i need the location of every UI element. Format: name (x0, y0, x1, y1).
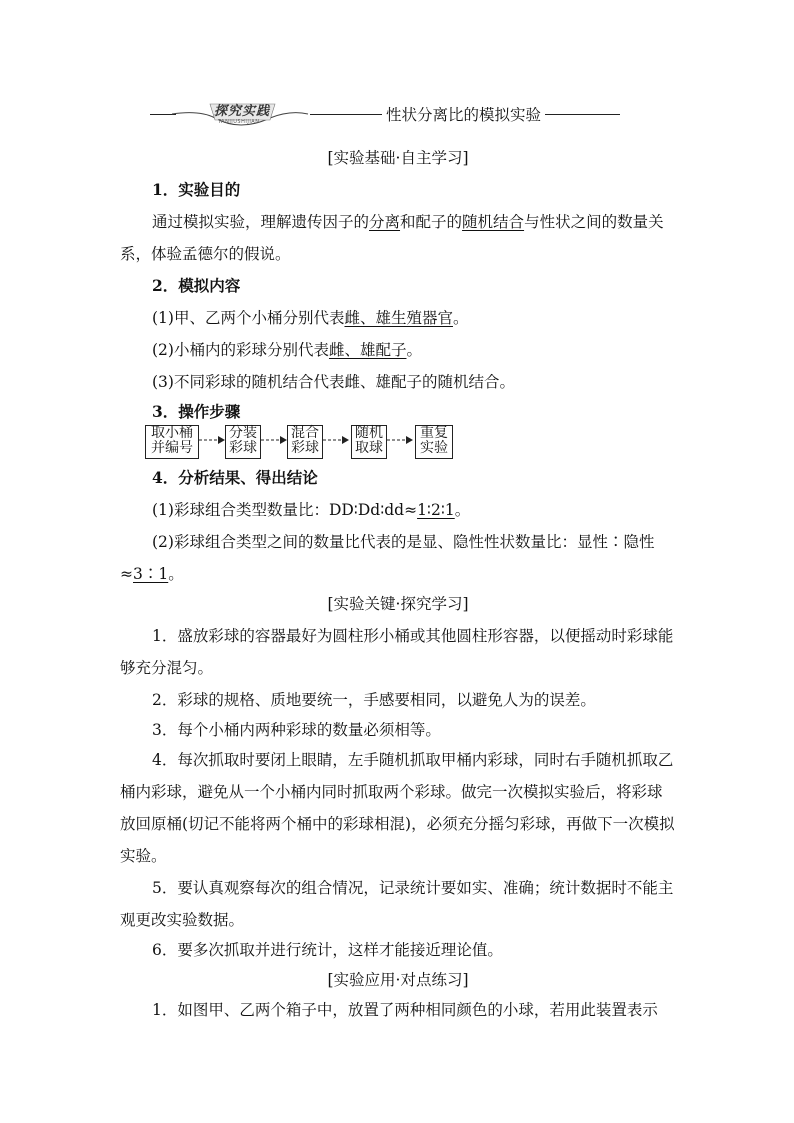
basics-heading-3: 3．操作步骤 (152, 402, 241, 421)
blank-answer-random-combination: 随机结合 (462, 213, 525, 231)
blank-answer-ratio-121: 1∶2∶1 (417, 501, 455, 519)
flow-arrow-icon (199, 433, 225, 447)
header-rule-right (545, 114, 620, 115)
flow-step-2: 分装 彩球 (225, 425, 261, 459)
section-heading-practice: [实验应用·对点练习] (327, 971, 469, 989)
basics-heading-2: 2．模拟内容 (152, 276, 241, 295)
practice-question-1: 1．如图甲、乙两个箱子中，放置了两种相同颜色的小球，若用此装置表示 (152, 1001, 658, 1019)
blank-answer-ratio-31: 3∶1 (133, 565, 169, 583)
section-heading-basics: [实验基础·自主学习] (327, 149, 469, 167)
flow-arrow-icon (387, 433, 413, 447)
flow-step-3: 混合 彩球 (287, 425, 323, 459)
basics-heading-1: 1．实验目的 (152, 180, 241, 199)
flow-step-5: 重复 实验 (415, 425, 453, 459)
flow-arrow-icon (323, 433, 349, 447)
header-rule-middle (310, 114, 382, 115)
key-point-1: 1．盛放彩球的容器最好为圆柱形小桶或其他圆柱形容器，以便摇动时彩球能够充分混匀。 (120, 627, 674, 677)
basics-item-2: (2)小桶内的彩球分别代表雌、雄配子。 (152, 341, 422, 359)
basics-paragraph-1: 通过模拟实验，理解遗传因子的分离和配子的随机结合与性状之间的数量关系，体验孟德尔的假说。 (120, 213, 664, 263)
result-2: (2)彩球组合类型之间的数量比代表的是显、隐性性状数量比：显性∶隐性≈3∶1。 (120, 533, 655, 583)
badge-text: 探究实践 (214, 104, 271, 119)
section-heading-keys: [实验关键·探究学习] (327, 595, 469, 613)
key-point-5: 5．要认真观察每次的组合情况，记录统计要如实、准确；统计数据时不能主观更改实验数据。 (120, 879, 674, 929)
procedure-flowchart (145, 425, 465, 459)
blank-answer-separation: 分离 (369, 213, 401, 231)
flow-arrow-icon (261, 433, 287, 447)
result-1: (1)彩球组合类型数量比：DD∶Dd∶dd≈1∶2∶1。 (152, 501, 471, 519)
basics-item-3: (3)不同彩球的随机结合代表雌、雄配子的随机结合。 (152, 373, 515, 391)
header-title: 性状分离比的模拟实验 (382, 103, 545, 125)
basics-item-1: (1)甲、乙两个小桶分别代表雌、雄生殖器官。 (152, 309, 469, 327)
section-header (150, 100, 620, 130)
blank-answer-organs: 雌、雄生殖器官 (344, 309, 453, 327)
badge-subtext: TANJIUSHIJIAN (218, 119, 260, 125)
flow-step-1: 取小桶 并编号 (145, 425, 199, 459)
blank-answer-gametes: 雌、雄配子 (328, 341, 407, 359)
section-badge (170, 100, 310, 130)
key-point-4: 4．每次抓取时要闭上眼睛，左手随机抓取甲桶内彩球，同时右手随机抓取乙桶内彩球，避免从一个小桶内同时抓取两个彩球。做完一次模拟实验后，将彩球放回原桶(切记不能将两个桶中的彩球相混)，必须充分摇匀彩球，再做下一次模拟实验。 (120, 751, 675, 865)
key-point-6: 6．要多次抓取并进行统计，这样才能接近理论值。 (152, 941, 503, 959)
basics-heading-4: 4．分析结果、得出结论 (152, 468, 318, 487)
key-point-3: 3．每个小桶内两种彩球的数量必须相等。 (152, 721, 441, 739)
flow-step-4: 随机 取球 (351, 425, 387, 459)
key-point-2: 2．彩球的规格、质地要统一，手感要相同，以避免人为的误差。 (152, 691, 596, 709)
